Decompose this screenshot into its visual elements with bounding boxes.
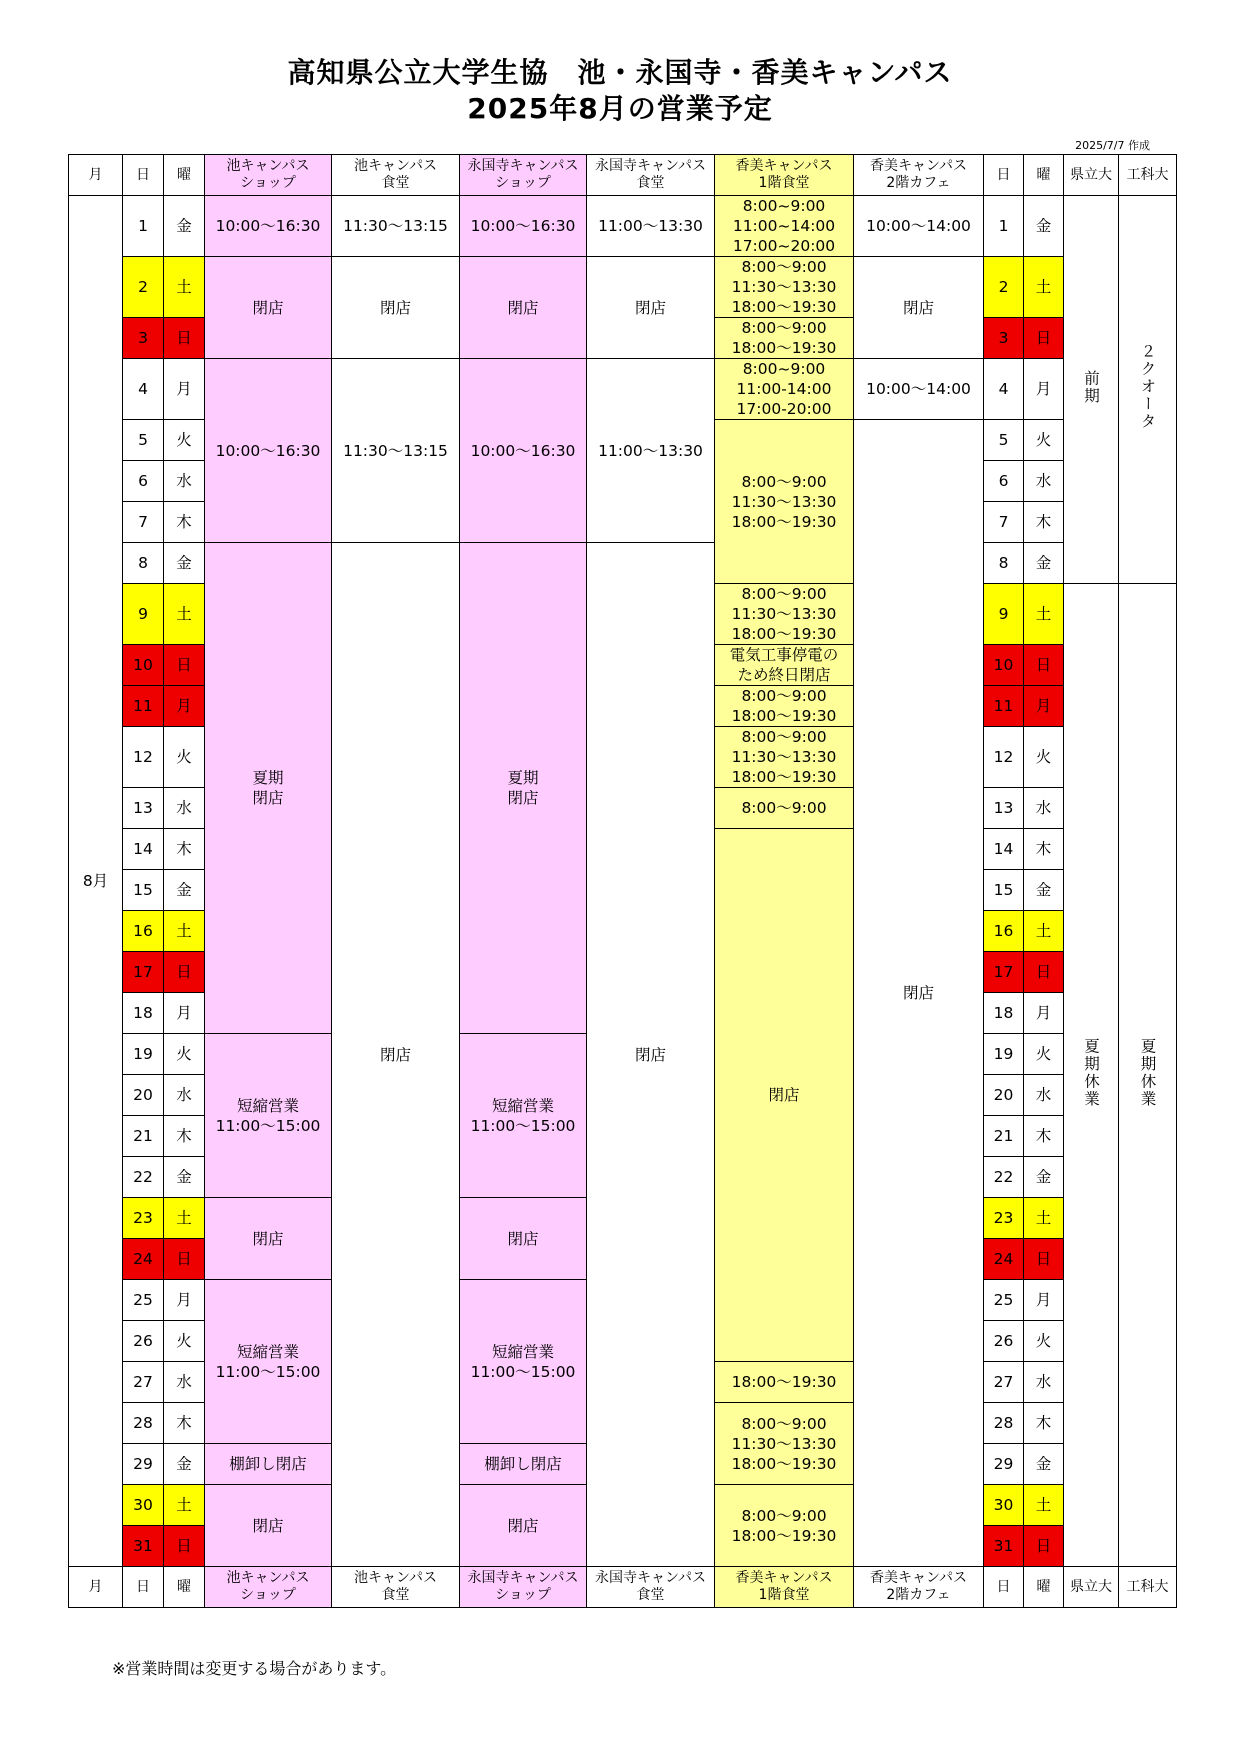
day-cell: 11 (123, 686, 164, 727)
weekday-cell: 土 (164, 584, 205, 645)
koka-term-label: ２クオータ (1138, 343, 1157, 431)
day-cell: 14 (123, 829, 164, 870)
kami-1f-cafeteria-hours: 8:00～9:00 11:30～13:30 18:00～19:30 (715, 420, 854, 584)
kami-1f-cafeteria-hours: 8:00～9:00 11:30～13:30 18:00～19:30 (715, 1403, 854, 1485)
weekday-cell-right: 木 (1024, 1116, 1064, 1157)
header-cell: 月 (69, 155, 123, 196)
day-cell-right: 18 (984, 993, 1024, 1034)
header-cell: 曜 (164, 1567, 205, 1608)
day-cell-right: 11 (984, 686, 1024, 727)
day-cell-right: 23 (984, 1198, 1024, 1239)
day-cell: 2 (123, 257, 164, 318)
eikokuji-cafeteria-hours: 閉店 (587, 543, 715, 1567)
weekday-cell: 金 (164, 1444, 205, 1485)
day-row (69, 257, 1177, 318)
eikokuji-cafeteria-hours: 閉店 (587, 257, 715, 359)
day-cell-right: 15 (984, 870, 1024, 911)
header-cell: 永国寺キャンパス 食堂 (587, 155, 715, 196)
weekday-cell-right: 金 (1024, 1444, 1064, 1485)
day-cell-right: 16 (984, 911, 1024, 952)
koka-term-cell (1119, 584, 1177, 1567)
day-cell: 21 (123, 1116, 164, 1157)
weekday-cell: 日 (164, 645, 205, 686)
weekday-cell: 月 (164, 359, 205, 420)
day-row (69, 196, 1177, 257)
weekday-cell: 木 (164, 502, 205, 543)
weekday-cell-right: 火 (1024, 1321, 1064, 1362)
day-cell: 3 (123, 318, 164, 359)
weekday-cell: 木 (164, 1403, 205, 1444)
header-cell: 日 (984, 1567, 1024, 1608)
day-cell-right: 9 (984, 584, 1024, 645)
kami-1f-cafeteria-hours: 8:00～9:00 11:30～13:30 18:00～19:30 (715, 727, 854, 788)
weekday-cell: 火 (164, 727, 205, 788)
weekday-cell-right: 金 (1024, 543, 1064, 584)
kami-1f-cafeteria-hours: 8:00~9:00 11:00~14:00 17:00~20:00 (715, 196, 854, 257)
day-cell: 4 (123, 359, 164, 420)
kami-1f-cafeteria-hours: 8:00～9:00 18:00～19:30 (715, 686, 854, 727)
eikokuji-shop-hours: 短縮営業 11:00～15:00 (460, 1280, 587, 1444)
day-cell-right: 17 (984, 952, 1024, 993)
day-cell: 23 (123, 1198, 164, 1239)
weekday-cell-right: 月 (1024, 993, 1064, 1034)
eikokuji-shop-hours: 閉店 (460, 1485, 587, 1567)
day-cell-right: 25 (984, 1280, 1024, 1321)
top-header-row (69, 155, 1177, 196)
day-row (69, 359, 1177, 420)
weekday-cell: 土 (164, 911, 205, 952)
day-cell: 31 (123, 1526, 164, 1567)
created-date: 2025/7/7 作成 (1075, 139, 1150, 152)
header-cell: 池キャンパス ショップ (205, 1567, 332, 1608)
day-cell: 7 (123, 502, 164, 543)
weekday-cell-right: 日 (1024, 1239, 1064, 1280)
day-cell-right: 22 (984, 1157, 1024, 1198)
weekday-cell-right: 金 (1024, 1157, 1064, 1198)
ike-shop-hours: 短縮営業 11:00～15:00 (205, 1034, 332, 1198)
header-cell: 工科大 (1119, 155, 1177, 196)
page-title: 高知県公立大学生協 池・永国寺・香美キャンパス (287, 56, 953, 89)
weekday-cell: 水 (164, 1075, 205, 1116)
header-cell: 曜 (1024, 1567, 1064, 1608)
weekday-cell-right: 日 (1024, 952, 1064, 993)
day-cell-right: 12 (984, 727, 1024, 788)
ike-shop-hours: 棚卸し閉店 (205, 1444, 332, 1485)
day-cell-right: 29 (984, 1444, 1024, 1485)
day-cell-right: 8 (984, 543, 1024, 584)
weekday-cell-right: 土 (1024, 1485, 1064, 1526)
weekday-cell-right: 水 (1024, 1362, 1064, 1403)
kami-1f-cafeteria-hours: 8:00～9:00 18:00～19:30 (715, 318, 854, 359)
weekday-cell-right: 火 (1024, 420, 1064, 461)
weekday-cell-right: 土 (1024, 257, 1064, 318)
header-cell: 日 (123, 1567, 164, 1608)
weekday-cell-right: 火 (1024, 1034, 1064, 1075)
ike-shop-hours: 閉店 (205, 257, 332, 359)
ike-cafeteria-hours: 閉店 (332, 543, 460, 1567)
day-cell-right: 26 (984, 1321, 1024, 1362)
day-cell: 24 (123, 1239, 164, 1280)
page-subtitle: 2025年8月の営業予定 (467, 92, 773, 125)
kenritsu-term-cell (1064, 196, 1119, 584)
weekday-cell-right: 水 (1024, 788, 1064, 829)
kami-1f-cafeteria-hours: 閉店 (715, 829, 854, 1362)
header-cell: 曜 (1024, 155, 1064, 196)
weekday-cell: 金 (164, 870, 205, 911)
koka-term-cell (1119, 196, 1177, 584)
weekday-cell-right: 木 (1024, 1403, 1064, 1444)
header-cell: 県立大 (1064, 1567, 1119, 1608)
kenritsu-term-cell (1064, 584, 1119, 1567)
weekday-cell: 水 (164, 461, 205, 502)
kenritsu-term-label: 夏期休業 (1082, 1037, 1100, 1108)
kami-1f-cafeteria-hours: 8:00～9:00 (715, 788, 854, 829)
weekday-cell-right: 水 (1024, 1075, 1064, 1116)
header-cell: 日 (123, 155, 164, 196)
weekday-cell-right: 日 (1024, 1526, 1064, 1567)
header-cell: 香美キャンパス 2階カフェ (854, 1567, 984, 1608)
kami-1f-cafeteria-hours: 8:00～9:00 11:30～13:30 18:00～19:30 (715, 584, 854, 645)
weekday-cell-right: 金 (1024, 870, 1064, 911)
weekday-cell: 木 (164, 1116, 205, 1157)
weekday-cell-right: 火 (1024, 727, 1064, 788)
weekday-cell: 土 (164, 1485, 205, 1526)
footnote: ※営業時間は変更する場合があります。 (112, 1659, 397, 1678)
weekday-cell: 火 (164, 1321, 205, 1362)
header-cell: 香美キャンパス 1階食堂 (715, 155, 854, 196)
weekday-cell: 日 (164, 1526, 205, 1567)
kenritsu-term-label: 前期 (1082, 369, 1100, 405)
weekday-cell: 金 (164, 196, 205, 257)
day-cell: 13 (123, 788, 164, 829)
kami-2f-cafe-hours: 10:00～14:00 (854, 196, 984, 257)
weekday-cell-right: 金 (1024, 196, 1064, 257)
weekday-cell: 土 (164, 257, 205, 318)
ike-shop-hours: 短縮営業 11:00～15:00 (205, 1280, 332, 1444)
day-cell: 9 (123, 584, 164, 645)
day-cell-right: 10 (984, 645, 1024, 686)
day-cell-right: 4 (984, 359, 1024, 420)
header-cell: 月 (69, 1567, 123, 1608)
day-cell: 20 (123, 1075, 164, 1116)
weekday-cell-right: 水 (1024, 461, 1064, 502)
day-cell-right: 2 (984, 257, 1024, 318)
header-cell: 永国寺キャンパス 食堂 (587, 1567, 715, 1608)
ike-shop-hours: 閉店 (205, 1485, 332, 1567)
ike-shop-hours: 10:00～16:30 (205, 196, 332, 257)
header-cell: 池キャンパス 食堂 (332, 155, 460, 196)
kami-1f-cafeteria-hours: 8:00~9:00 11:00-14:00 17:00-20:00 (715, 359, 854, 420)
weekday-cell-right: 土 (1024, 1198, 1064, 1239)
header-cell: 曜 (164, 155, 205, 196)
day-cell: 1 (123, 196, 164, 257)
day-cell: 22 (123, 1157, 164, 1198)
weekday-cell-right: 日 (1024, 318, 1064, 359)
eikokuji-cafeteria-hours: 11:00～13:30 (587, 196, 715, 257)
day-cell-right: 13 (984, 788, 1024, 829)
weekday-cell: 月 (164, 686, 205, 727)
header-cell: 日 (984, 155, 1024, 196)
header-cell: 池キャンパス 食堂 (332, 1567, 460, 1608)
ike-cafeteria-hours: 閉店 (332, 257, 460, 359)
weekday-cell: 金 (164, 543, 205, 584)
day-cell: 5 (123, 420, 164, 461)
weekday-cell: 日 (164, 952, 205, 993)
kami-1f-cafeteria-hours: 電気工事停電の ため終日閉店 (715, 645, 854, 686)
header-cell: 香美キャンパス 2階カフェ (854, 155, 984, 196)
month-cell: 8月 (69, 196, 123, 1567)
weekday-cell-right: 木 (1024, 502, 1064, 543)
day-cell-right: 14 (984, 829, 1024, 870)
day-cell-right: 19 (984, 1034, 1024, 1075)
header-cell: 永国寺キャンパス ショップ (460, 155, 587, 196)
day-cell: 15 (123, 870, 164, 911)
weekday-cell: 日 (164, 1239, 205, 1280)
day-cell-right: 24 (984, 1239, 1024, 1280)
day-cell: 18 (123, 993, 164, 1034)
day-cell: 19 (123, 1034, 164, 1075)
kami-2f-cafe-hours: 閉店 (854, 420, 984, 1567)
day-row (69, 543, 1177, 584)
header-cell: 香美キャンパス 1階食堂 (715, 1567, 854, 1608)
eikokuji-shop-hours: 短縮営業 11:00～15:00 (460, 1034, 587, 1198)
day-cell: 8 (123, 543, 164, 584)
eikokuji-shop-hours: 夏期 閉店 (460, 543, 587, 1034)
weekday-cell-right: 土 (1024, 911, 1064, 952)
header-cell: 県立大 (1064, 155, 1119, 196)
kami-2f-cafe-hours: 10:00～14:00 (854, 359, 984, 420)
day-cell: 26 (123, 1321, 164, 1362)
weekday-cell-right: 日 (1024, 645, 1064, 686)
ike-shop-hours: 夏期 閉店 (205, 543, 332, 1034)
eikokuji-shop-hours: 閉店 (460, 1198, 587, 1280)
ike-shop-hours: 10:00～16:30 (205, 359, 332, 543)
day-cell: 12 (123, 727, 164, 788)
day-cell-right: 31 (984, 1526, 1024, 1567)
weekday-cell: 水 (164, 788, 205, 829)
weekday-cell-right: 月 (1024, 359, 1064, 420)
day-cell-right: 28 (984, 1403, 1024, 1444)
day-cell: 27 (123, 1362, 164, 1403)
day-cell: 28 (123, 1403, 164, 1444)
weekday-cell-right: 土 (1024, 584, 1064, 645)
eikokuji-shop-hours: 棚卸し閉店 (460, 1444, 587, 1485)
day-cell-right: 3 (984, 318, 1024, 359)
eikokuji-cafeteria-hours: 11:00～13:30 (587, 359, 715, 543)
day-cell-right: 20 (984, 1075, 1024, 1116)
weekday-cell: 火 (164, 420, 205, 461)
header-cell: 工科大 (1119, 1567, 1177, 1608)
eikokuji-shop-hours: 閉店 (460, 257, 587, 359)
weekday-cell-right: 木 (1024, 829, 1064, 870)
koka-term-label: 夏期休業 (1138, 1037, 1157, 1108)
weekday-cell-right: 月 (1024, 1280, 1064, 1321)
eikokuji-shop-hours: 10:00～16:30 (460, 359, 587, 543)
eikokuji-shop-hours: 10:00～16:30 (460, 196, 587, 257)
weekday-cell: 月 (164, 993, 205, 1034)
header-cell: 池キャンパス ショップ (205, 155, 332, 196)
weekday-cell-right: 月 (1024, 686, 1064, 727)
day-cell: 29 (123, 1444, 164, 1485)
day-cell-right: 7 (984, 502, 1024, 543)
day-cell: 10 (123, 645, 164, 686)
kami-2f-cafe-hours: 閉店 (854, 257, 984, 359)
weekday-cell: 木 (164, 829, 205, 870)
day-cell-right: 27 (984, 1362, 1024, 1403)
kami-1f-cafeteria-hours: 8:00～9:00 11:30～13:30 18:00～19:30 (715, 257, 854, 318)
day-cell-right: 5 (984, 420, 1024, 461)
header-cell: 永国寺キャンパス ショップ (460, 1567, 587, 1608)
schedule-table (68, 154, 1177, 1608)
ike-cafeteria-hours: 11:30～13:15 (332, 359, 460, 543)
day-cell-right: 30 (984, 1485, 1024, 1526)
ike-shop-hours: 閉店 (205, 1198, 332, 1280)
day-cell-right: 6 (984, 461, 1024, 502)
kami-1f-cafeteria-hours: 18:00～19:30 (715, 1362, 854, 1403)
ike-cafeteria-hours: 11:30～13:15 (332, 196, 460, 257)
day-cell-right: 1 (984, 196, 1024, 257)
weekday-cell: 金 (164, 1157, 205, 1198)
weekday-cell: 日 (164, 318, 205, 359)
day-cell: 16 (123, 911, 164, 952)
day-cell-right: 21 (984, 1116, 1024, 1157)
weekday-cell: 土 (164, 1198, 205, 1239)
bottom-header-row (69, 1567, 1177, 1608)
weekday-cell: 火 (164, 1034, 205, 1075)
weekday-cell: 水 (164, 1362, 205, 1403)
day-cell: 30 (123, 1485, 164, 1526)
day-cell: 17 (123, 952, 164, 993)
day-cell: 25 (123, 1280, 164, 1321)
day-cell: 6 (123, 461, 164, 502)
weekday-cell: 月 (164, 1280, 205, 1321)
kami-1f-cafeteria-hours: 8:00～9:00 18:00～19:30 (715, 1485, 854, 1567)
